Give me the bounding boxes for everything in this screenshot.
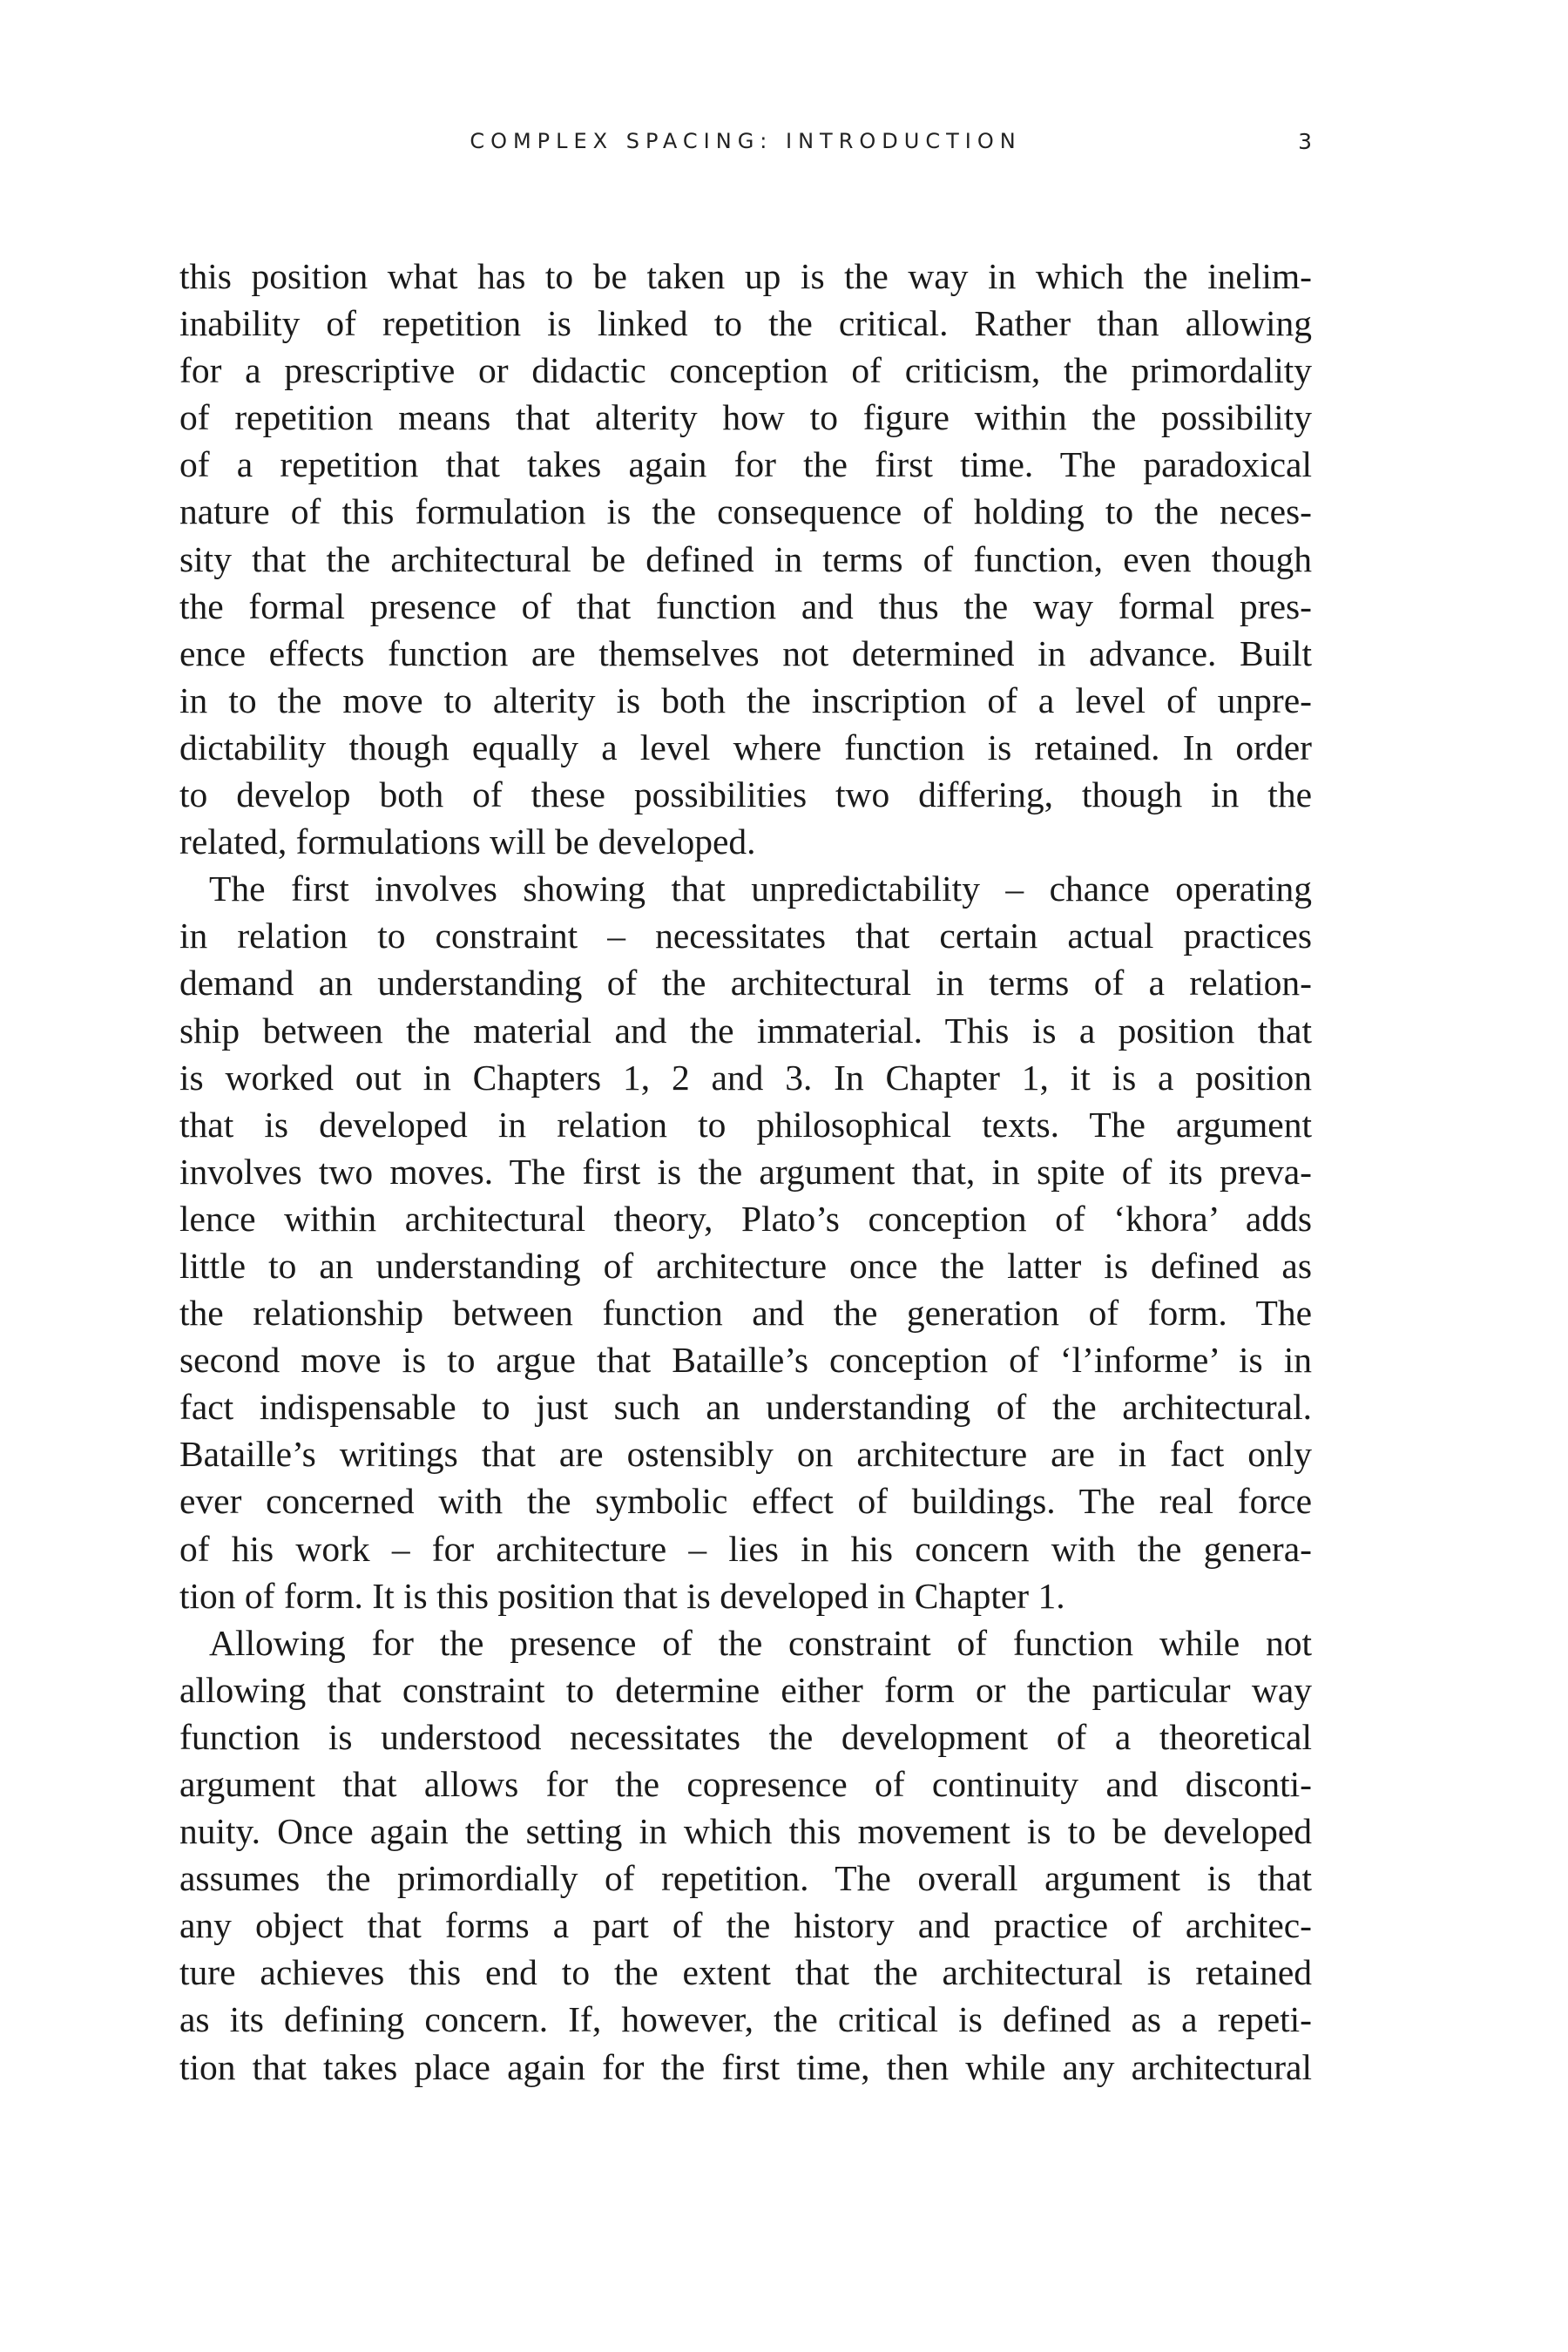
text-line: tion of form. It is this position that is developed in Chapter 1. (179, 1575, 1065, 1616)
text-line: as its defining concern. If, however, the critical is defined as a repeti- (179, 1999, 1312, 2040)
text-line: allowing that constraint to determine either form or the particular way (179, 1669, 1312, 1710)
text-line: this position what has to be taken up is the way in which the inelim- (179, 256, 1312, 296)
text-line: nuity. Once again the setting in which this movement is to be developed (179, 1811, 1312, 1852)
text-line: involves two moves. The first is the argument that, in spite of its preva- (179, 1151, 1312, 1192)
text-line: to develop both of these possibilities two differing, though in the (179, 774, 1312, 815)
text-line: ture achieves this end to the extent that the architectural is retained (179, 1952, 1312, 1993)
text-line: fact indispensable to just such an understanding of the architectural. (179, 1387, 1312, 1428)
text-line: function is understood necessitates the development of a theoretical (179, 1716, 1312, 1757)
text-line: Bataille’s writings that are ostensibly on architecture are in fact only (179, 1434, 1312, 1475)
text-line: ever concerned with the symbolic effect of buildings. The real force (179, 1481, 1312, 1522)
text-line: argument that allows for the copresence of continuity and disconti- (179, 1764, 1312, 1804)
text-line: any object that forms a part of the history and practice of architec- (179, 1905, 1312, 1946)
text-line: sity that the architectural be defined in terms of function, even though (179, 538, 1312, 579)
text-line: ence effects function are themselves not determined in advance. Built (179, 632, 1312, 673)
running-title: COMPLEX SPACING: INTRODUCTION (470, 129, 1022, 153)
text-line: tion that takes place again for the first time, then while any architectural (179, 2046, 1312, 2087)
page-number: 3 (1298, 129, 1312, 154)
text-line: ship between the material and the immaterial. This is a position that (179, 1010, 1312, 1051)
text-line: in relation to constraint – necessitates that certain actual practices (179, 916, 1312, 956)
text-line: dictability though equally a level where function is retained. In order (179, 727, 1312, 767)
text-line: inability of repetition is linked to the critical. Rather than allowing (179, 303, 1312, 344)
text-line: the relationship between function and the generation of form. The (179, 1293, 1312, 1334)
text-line: for a prescriptive or didactic conception of criticism, the primordality (179, 350, 1312, 391)
text-line: little to an understanding of architecture once the latter is defined as (179, 1245, 1312, 1286)
text-line: Allowing for the presence of the constraint of function while not (209, 1622, 1312, 1663)
running-head (179, 129, 1312, 164)
text-line: second move is to argue that Bataille’s conception of ‘l’informe’ is in (179, 1340, 1312, 1381)
text-line: is worked out in Chapters 1, 2 and 3. In Chapter 1, it is a position (179, 1057, 1312, 1098)
text-line: in to the move to alterity is both the inscription of a level of unpre- (179, 679, 1312, 720)
text-line: of a repetition that takes again for the first time. The paradoxical (179, 444, 1312, 485)
text-line: nature of this formulation is the consequence of holding to the neces- (179, 491, 1312, 532)
text-line: that is developed in relation to philosophical texts. The argument (179, 1104, 1312, 1145)
text-line: related, formulations will be developed. (179, 821, 756, 862)
text-line: The first involves showing that unpredictability – chance operating (209, 868, 1312, 909)
text-line: lence within architectural theory, Plato’s conception of ‘khora’ adds (179, 1198, 1312, 1239)
text-line: of his work – for architecture – lies in his concern with the genera- (179, 1528, 1312, 1569)
text-line: the formal presence of that function and thus the way formal pres- (179, 585, 1312, 626)
body-text (179, 253, 1312, 2091)
text-line: of repetition means that alterity how to figure within the possibility (179, 397, 1312, 438)
text-line: assumes the primordially of repetition. The overall argument is that (179, 1858, 1312, 1899)
text-line: demand an understanding of the architectural in terms of a relation- (179, 963, 1312, 1004)
